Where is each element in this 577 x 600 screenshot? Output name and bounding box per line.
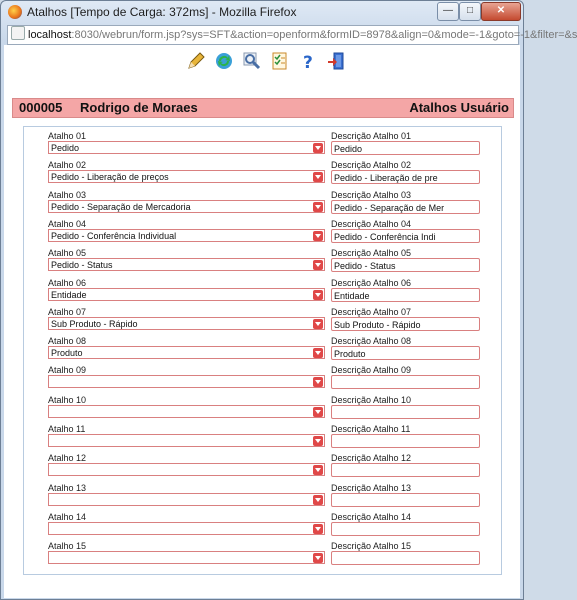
- description-input[interactable]: [331, 522, 480, 536]
- url-host: localhost: [28, 29, 72, 41]
- shortcut-row: [24, 365, 501, 394]
- shortcut-label: Atalho 11: [48, 424, 86, 434]
- description-label: Descrição Atalho 06: [331, 277, 412, 288]
- description-input[interactable]: [331, 405, 480, 419]
- user-name: Rodrigo de Moraes: [80, 100, 198, 115]
- section-title: Atalhos Usuário: [409, 100, 509, 115]
- shortcut-row: [24, 278, 501, 307]
- dropdown-arrow-icon[interactable]: [313, 143, 323, 153]
- shortcut-select[interactable]: [48, 493, 325, 506]
- description-input[interactable]: Pedido - Conferência Indi: [331, 229, 480, 243]
- dropdown-arrow-icon[interactable]: [313, 524, 323, 534]
- shortcut-select[interactable]: [48, 288, 325, 301]
- shortcut-label: Atalho 14: [48, 511, 87, 522]
- shortcut-select[interactable]: [48, 463, 325, 476]
- shortcut-select-value: Pedido - Separação de Mercadoria: [51, 201, 191, 212]
- shortcut-label: Atalho 04: [48, 218, 87, 229]
- description-label: Descrição Atalho 15: [331, 541, 412, 552]
- checklist-icon[interactable]: [270, 51, 290, 71]
- shortcut-row: [24, 131, 501, 160]
- shortcut-select[interactable]: [48, 434, 325, 447]
- dropdown-arrow-icon[interactable]: [313, 172, 323, 182]
- description-label: Descrição Atalho 03: [331, 189, 412, 200]
- shortcut-select[interactable]: [48, 405, 325, 418]
- dropdown-arrow-icon[interactable]: [313, 319, 323, 329]
- dropdown-arrow-icon[interactable]: [313, 436, 323, 446]
- exit-door-icon[interactable]: [326, 51, 346, 71]
- description-input[interactable]: Pedido - Status: [331, 258, 480, 272]
- shortcut-label: Atalho 15: [48, 541, 87, 552]
- shortcut-row: [24, 307, 501, 336]
- shortcut-select-value: Pedido - Liberação de preços: [51, 172, 169, 183]
- maximize-button[interactable]: □: [459, 2, 481, 21]
- shortcuts-panel: [23, 126, 502, 575]
- shortcut-label: Atalho 05: [48, 248, 87, 259]
- shortcut-row: [24, 512, 501, 541]
- dropdown-arrow-icon[interactable]: [313, 202, 323, 212]
- description-label: Descrição Atalho 11: [331, 424, 411, 434]
- description-label: Descrição Atalho 02: [331, 160, 412, 171]
- shortcut-row: [24, 336, 501, 365]
- description-input[interactable]: [331, 493, 480, 507]
- shortcut-row: [24, 453, 501, 482]
- dropdown-arrow-icon[interactable]: [313, 348, 323, 358]
- shortcut-select[interactable]: [48, 375, 325, 388]
- shortcut-label: Atalho 02: [48, 160, 87, 171]
- firefox-icon: [8, 5, 22, 19]
- description-input[interactable]: [331, 551, 480, 565]
- address-bar[interactable]: [7, 25, 577, 45]
- shortcut-label: Atalho 03: [48, 189, 87, 200]
- shortcut-label: Atalho 07: [48, 306, 87, 317]
- shortcut-select-value: Pedido: [51, 143, 80, 153]
- shortcut-row: [24, 424, 501, 453]
- shortcut-select[interactable]: [48, 200, 325, 213]
- shortcut-select-value: Sub Produto - Rápido: [51, 318, 138, 329]
- dropdown-arrow-icon[interactable]: [313, 290, 323, 300]
- shortcut-select-value: Entidade: [51, 289, 87, 300]
- description-input[interactable]: Pedido - Separação de Mer: [331, 200, 480, 214]
- url-path: :8030/webrun/form.jsp?sys=SFT&action=openform&formID=8978&align=0&mode=-1&goto=-1&filter=&s: [71, 29, 577, 41]
- dropdown-arrow-icon[interactable]: [313, 260, 323, 270]
- shortcut-select[interactable]: [48, 522, 325, 535]
- dropdown-arrow-icon[interactable]: [313, 407, 323, 417]
- window-title: Atalhos [Tempo de Carga: 372ms] - Mozilla Firefox: [27, 5, 297, 19]
- description-input[interactable]: [331, 375, 480, 389]
- help-icon[interactable]: [298, 51, 318, 71]
- shortcut-row: [24, 395, 501, 424]
- description-input[interactable]: Entidade: [331, 288, 480, 302]
- shortcut-row: [24, 541, 501, 570]
- description-input[interactable]: Pedido: [331, 141, 480, 155]
- page-icon: [11, 26, 25, 40]
- shortcut-label: Atalho 13: [48, 482, 87, 493]
- shortcut-select-value: Pedido - Conferência Individual: [51, 230, 177, 241]
- shortcut-label: Atalho 01: [48, 131, 87, 141]
- description-label: Descrição Atalho 14: [331, 511, 412, 522]
- shortcut-select[interactable]: [48, 346, 325, 359]
- shortcut-select-value: Produto: [51, 348, 83, 359]
- description-input[interactable]: [331, 463, 480, 477]
- dropdown-arrow-icon[interactable]: [313, 495, 323, 505]
- minimize-button[interactable]: —: [437, 2, 459, 21]
- shortcut-row: [24, 483, 501, 512]
- search-icon[interactable]: [242, 51, 262, 71]
- description-input[interactable]: Sub Produto - Rápido: [331, 317, 480, 331]
- shortcut-label: Atalho 08: [48, 336, 87, 347]
- shortcut-select[interactable]: [48, 317, 325, 330]
- shortcut-select-value: Pedido - Status: [51, 260, 113, 271]
- description-input[interactable]: [331, 434, 480, 448]
- description-label: Descrição Atalho 08: [331, 336, 412, 347]
- shortcut-select[interactable]: [48, 229, 325, 242]
- svg-text:?: ?: [303, 53, 313, 73]
- shortcut-row: [24, 248, 501, 277]
- refresh-icon[interactable]: [214, 51, 234, 71]
- description-label: Descrição Atalho 12: [331, 453, 412, 464]
- shortcut-label: Atalho 06: [48, 277, 87, 288]
- description-label: Descrição Atalho 09: [331, 365, 412, 376]
- shortcut-select[interactable]: [48, 141, 325, 154]
- shortcut-select[interactable]: [48, 258, 325, 271]
- user-code: 000005: [19, 100, 63, 115]
- description-label: Descrição Atalho 01: [331, 131, 412, 141]
- description-label: Descrição Atalho 04: [331, 218, 412, 229]
- close-button[interactable]: ✕: [481, 2, 521, 21]
- page-content: [4, 45, 520, 598]
- dropdown-arrow-icon[interactable]: [313, 553, 323, 563]
- shortcut-label: Atalho 12: [48, 453, 87, 464]
- description-label: Descrição Atalho 05: [331, 248, 412, 259]
- edit-pencil-icon[interactable]: [186, 51, 206, 71]
- description-label: Descrição Atalho 07: [331, 306, 412, 317]
- dropdown-arrow-icon[interactable]: [313, 465, 323, 475]
- shortcut-label: Atalho 10: [48, 394, 87, 405]
- description-label: Descrição Atalho 10: [331, 394, 412, 405]
- shortcut-row: [24, 219, 501, 248]
- shortcut-select[interactable]: [48, 551, 325, 564]
- description-input[interactable]: Pedido - Liberação de pre: [331, 170, 480, 184]
- title-bar: [1, 1, 523, 23]
- shortcut-row: [24, 190, 501, 219]
- shortcut-row: [24, 160, 501, 189]
- description-label: Descrição Atalho 13: [331, 482, 412, 493]
- record-header: [12, 98, 514, 118]
- description-input[interactable]: Produto: [331, 346, 480, 360]
- dropdown-arrow-icon[interactable]: [313, 231, 323, 241]
- shortcut-label: Atalho 09: [48, 365, 87, 376]
- dropdown-arrow-icon[interactable]: [313, 377, 323, 387]
- shortcut-select[interactable]: [48, 170, 325, 183]
